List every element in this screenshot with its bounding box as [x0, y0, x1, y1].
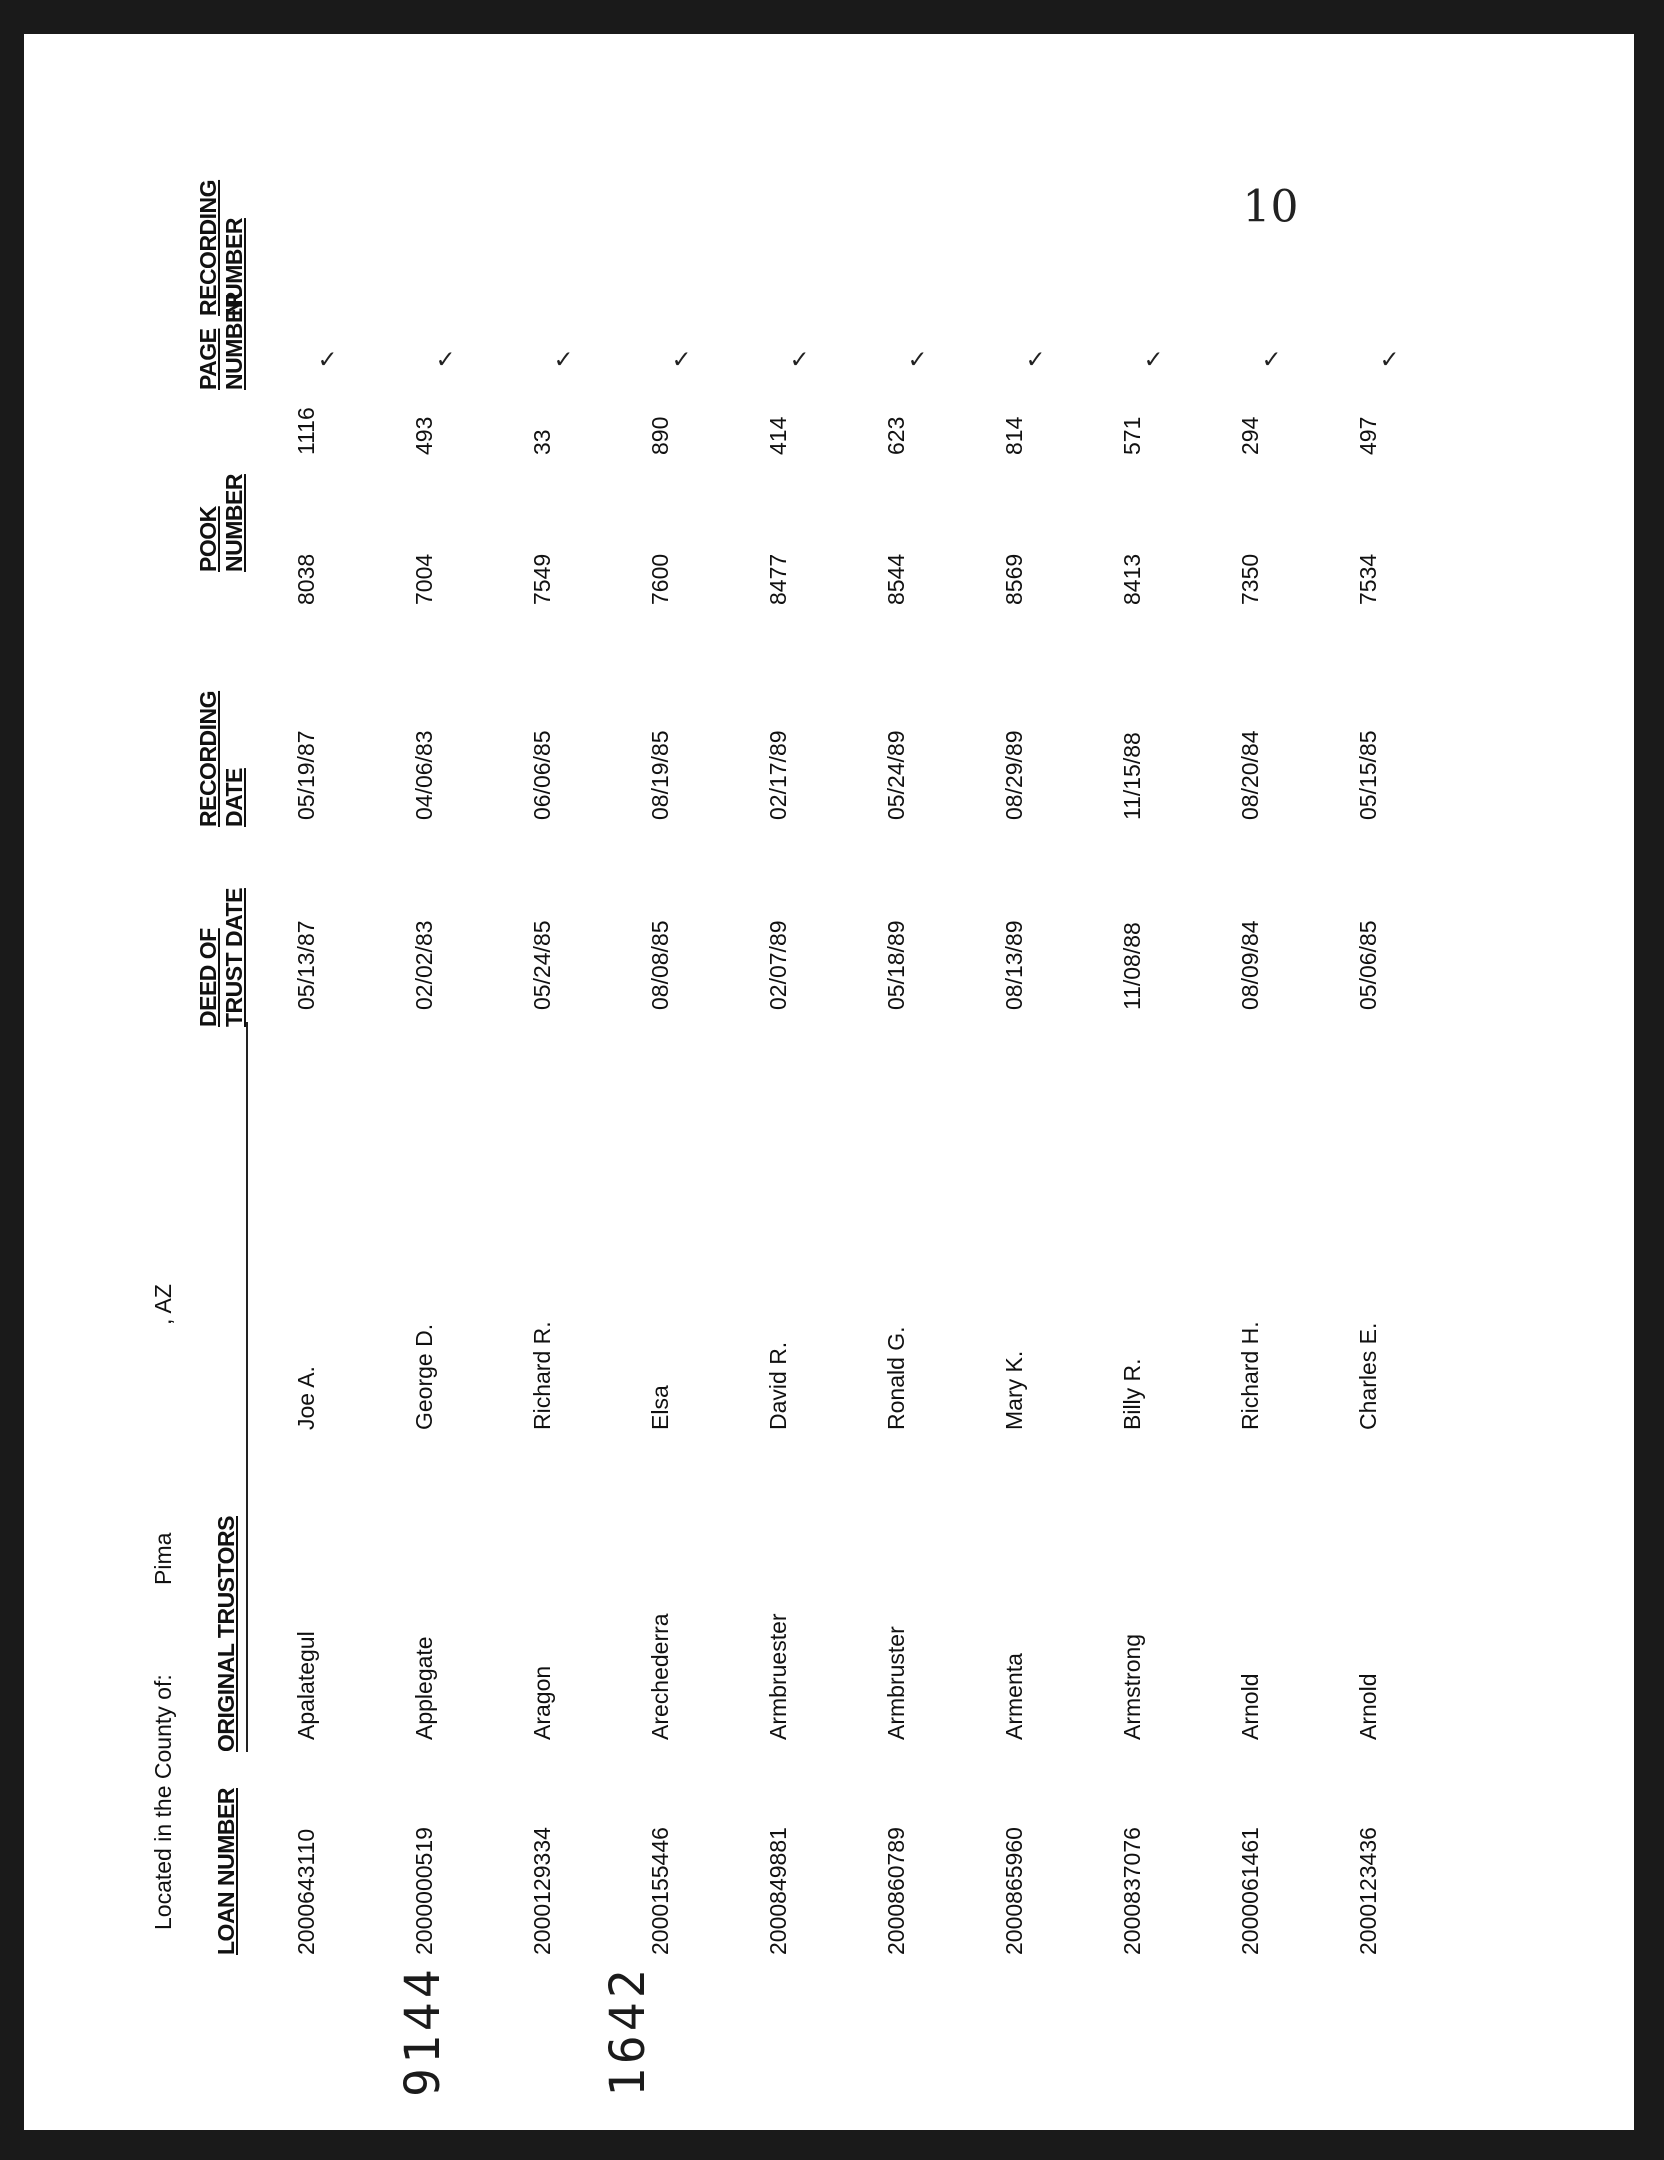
check-mark-icon: ✓	[317, 346, 338, 374]
col-book-line1: POOK	[195, 506, 221, 572]
handwritten-code-right: 1642	[600, 1965, 656, 2097]
handwritten-code-left: 9144	[395, 1965, 451, 2097]
check-mark-icon: ✓	[671, 346, 692, 374]
cell-recording-date: 05/15/85	[1355, 730, 1381, 820]
check-mark-icon: ✓	[435, 346, 456, 374]
cell-recording-date: 11/15/88	[1119, 732, 1145, 820]
cell-book-number: 8038	[293, 553, 319, 605]
cell-deed-of-trust-date: 08/08/85	[647, 920, 673, 1010]
cell-recording-date: 08/20/84	[1237, 730, 1263, 820]
cell-page-number: 623	[883, 416, 909, 455]
cell-loan-number: 2000865960	[1001, 1827, 1027, 1955]
cell-deed-of-trust-date: 08/13/89	[1001, 920, 1027, 1010]
cell-page-number: 294	[1237, 416, 1263, 455]
check-mark-icon: ✓	[1261, 346, 1282, 374]
cell-page-number: 1116	[293, 407, 319, 455]
cell-trustor-last-name: Applegate	[411, 1636, 437, 1740]
cell-recording-date: 05/19/87	[293, 730, 319, 820]
check-mark-icon: ✓	[1379, 346, 1400, 374]
cell-page-number: 890	[647, 416, 673, 455]
cell-deed-of-trust-date: 08/09/84	[1237, 920, 1263, 1010]
cell-deed-of-trust-date: 11/08/88	[1119, 922, 1145, 1010]
col-page-line2: NUMBER	[221, 292, 247, 390]
cell-page-number: 414	[765, 416, 791, 455]
trustors-underline	[246, 1022, 248, 1752]
col-page-line1: PAGE	[195, 328, 221, 390]
col-recnum-line1: RECORDING	[195, 179, 221, 316]
cell-trustor-first-name: Charles E.	[1355, 1322, 1381, 1430]
cell-loan-number: 2000860789	[883, 1827, 909, 1955]
cell-page-number: 571	[1119, 416, 1145, 455]
handwritten-corner-mark: 10	[1242, 181, 1299, 233]
cell-trustor-last-name: Armenta	[1001, 1653, 1027, 1740]
cell-loan-number: 2000155446	[647, 1827, 673, 1955]
cell-book-number: 8477	[765, 553, 791, 605]
cell-loan-number: 2000123436	[1355, 1827, 1381, 1955]
cell-deed-of-trust-date: 05/13/87	[293, 920, 319, 1010]
cell-recording-date: 08/29/89	[1001, 730, 1027, 820]
cell-trustor-first-name: Elsa	[647, 1385, 673, 1430]
cell-deed-of-trust-date: 02/02/83	[411, 920, 437, 1010]
cell-trustor-first-name: Joe A.	[293, 1366, 319, 1430]
cell-deed-of-trust-date: 02/07/89	[765, 920, 791, 1010]
cell-trustor-first-name: Richard H.	[1237, 1321, 1263, 1430]
cell-loan-number: 2000000519	[411, 1827, 437, 1955]
cell-loan-number: 2000849881	[765, 1827, 791, 1955]
cell-book-number: 8569	[1001, 553, 1027, 605]
cell-page-number: 493	[411, 416, 437, 455]
cell-trustor-first-name: David R.	[765, 1341, 791, 1430]
state-name: , AZ	[150, 1284, 176, 1325]
col-recnum-line2: NUMBER	[221, 218, 247, 316]
cell-trustor-last-name: Armbruester	[765, 1613, 791, 1740]
col-recording-date	[195, 691, 247, 827]
cell-trustor-last-name: Armstrong	[1119, 1633, 1145, 1740]
check-mark-icon: ✓	[907, 346, 928, 374]
cell-loan-number: 2000061461	[1237, 1827, 1263, 1955]
cell-recording-date: 08/19/85	[647, 730, 673, 820]
cell-book-number: 7004	[411, 553, 437, 605]
cell-book-number: 7549	[529, 553, 555, 605]
location-label: Located in the County of:	[150, 1674, 176, 1930]
cell-page-number: 814	[1001, 416, 1027, 455]
cell-book-number: 7534	[1355, 553, 1381, 605]
check-mark-icon: ✓	[1025, 346, 1046, 374]
cell-trustor-last-name: Arnold	[1355, 1673, 1381, 1740]
county-name: Pima	[150, 1532, 176, 1585]
cell-deed-of-trust-date: 05/24/85	[529, 920, 555, 1010]
cell-loan-number: 2000837076	[1119, 1827, 1145, 1955]
col-deed-line2: TRUST DATE	[221, 888, 247, 1027]
col-recdate-line2: DATE	[221, 768, 247, 827]
cell-trustor-first-name: Ronald G.	[883, 1326, 909, 1430]
check-mark-icon: ✓	[789, 346, 810, 374]
cell-trustor-last-name: Aragon	[529, 1665, 555, 1740]
cell-book-number: 7600	[647, 553, 673, 605]
col-loan-number: LOAN NUMBER	[213, 1788, 239, 1955]
cell-loan-number: 2000129334	[529, 1827, 555, 1955]
cell-trustor-first-name: Mary K.	[1001, 1350, 1027, 1430]
cell-book-number: 8544	[883, 553, 909, 605]
cell-recording-date: 04/06/83	[411, 730, 437, 820]
col-book-line2: NUMBER	[221, 474, 247, 572]
cell-trustor-first-name: George D.	[411, 1323, 437, 1430]
col-deed-line1: DEED OF	[195, 928, 221, 1027]
cell-deed-of-trust-date: 05/06/85	[1355, 920, 1381, 1010]
cell-book-number: 8413	[1119, 553, 1145, 605]
cell-recording-date: 06/06/85	[529, 730, 555, 820]
cell-trustor-last-name: Arechederra	[647, 1613, 673, 1740]
cell-trustor-first-name: Billy R.	[1119, 1358, 1145, 1430]
cell-page-number: 497	[1355, 416, 1381, 455]
cell-page-number: 33	[529, 429, 555, 455]
cell-recording-date: 02/17/89	[765, 730, 791, 820]
col-book-number	[195, 474, 247, 572]
location-header	[150, 1284, 177, 1930]
cell-trustor-first-name: Richard R.	[529, 1321, 555, 1430]
cell-recording-date: 05/24/89	[883, 730, 909, 820]
cell-trustor-last-name: Apalategul	[293, 1631, 319, 1740]
col-deed-of-trust-date	[195, 888, 247, 1027]
cell-trustor-last-name: Arnold	[1237, 1673, 1263, 1740]
cell-deed-of-trust-date: 05/18/89	[883, 920, 909, 1010]
check-mark-icon: ✓	[1143, 346, 1164, 374]
col-recdate-line1: RECORDING	[195, 690, 221, 827]
col-original-trustors: ORIGINAL TRUSTORS	[213, 1516, 239, 1752]
cell-trustor-last-name: Armbruster	[883, 1626, 909, 1740]
cell-book-number: 7350	[1237, 553, 1263, 605]
check-mark-icon: ✓	[553, 346, 574, 374]
cell-loan-number: 2000643110	[293, 1828, 319, 1955]
col-recording-number	[195, 180, 247, 316]
